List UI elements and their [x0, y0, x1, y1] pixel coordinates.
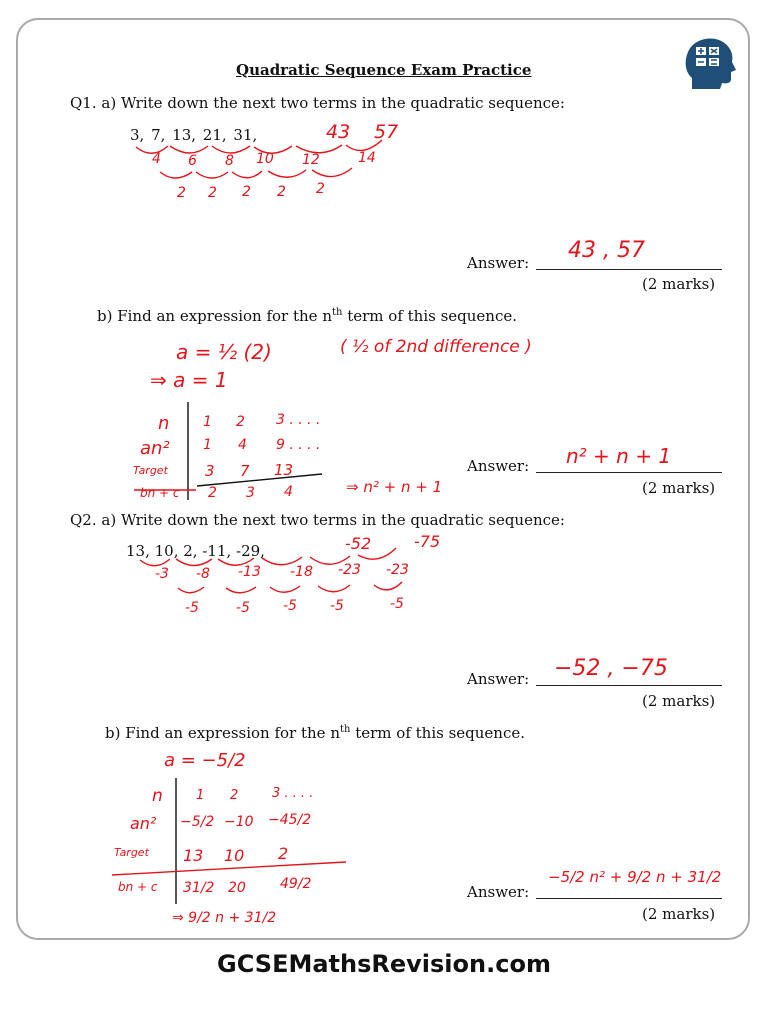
q2-b-question: b) Find an expression for the $n^{th}$ term of this sequence.	[105, 724, 526, 742]
q1-work-next-term: 43	[326, 121, 351, 143]
q2-b-answer: −5/2 n² + 9/2 n + 31/2	[548, 868, 722, 886]
q2-table-label-target: Target	[114, 846, 149, 859]
q2-work-diff1: -23	[338, 562, 361, 578]
q1-b-question: b) Find an expression for the $n^{th}$ term of this sequence.	[97, 307, 518, 325]
q2-work-diff2: -5	[283, 598, 297, 614]
q1-table-bnc: 4	[284, 484, 293, 500]
q2-work-diff1: -8	[196, 566, 210, 582]
q1-work-diff1: 10	[256, 151, 274, 167]
q2-a-answer: −52 , −75	[554, 656, 668, 681]
q1-a-question: Q1. a) Write down the next two terms in the quadratic sequence:	[70, 94, 565, 112]
q2-table-an2: −10	[224, 814, 254, 830]
q1-table-label-bnc: bn + c	[140, 486, 180, 500]
q2-table-label-an2: an²	[130, 814, 157, 833]
q2-work-diff2: -5	[236, 600, 250, 616]
q2-a-question: Q2. a) Write down the next two terms in the quadratic sequence:	[70, 511, 565, 529]
q1-table-target: 7	[240, 462, 250, 480]
q2-work-diff2: -5	[185, 600, 199, 616]
q2-work-diff1: -23	[386, 562, 409, 578]
q1-work-next-term: 57	[374, 121, 399, 143]
q1-a-marks: (2 marks)	[642, 275, 716, 293]
q1-table-target: 3	[205, 462, 215, 480]
q2-table-target: 2	[278, 844, 289, 863]
q1-work-diff2: 2	[208, 185, 217, 201]
q1-table-n: 2	[236, 414, 245, 430]
q2-work-diff2: -5	[390, 596, 404, 612]
q1-work-a-result: ⇒ a = 1	[150, 368, 228, 392]
q1-work-diff2: 2	[177, 185, 186, 201]
q2-table-bnc: 20	[228, 880, 246, 896]
q1-work-diff1: 14	[358, 150, 376, 166]
q1-table-target: 13	[274, 461, 294, 479]
q1-work-diff1: 12	[302, 152, 320, 168]
q2-table-target: 10	[224, 846, 245, 865]
q2-a-marks: (2 marks)	[642, 692, 716, 710]
q2-b-answer-label: Answer:	[467, 883, 530, 901]
q2-table-bnc: 31/2	[183, 880, 215, 896]
q1-work-diff1: 4	[152, 151, 161, 167]
q1-table-n: 1	[203, 414, 212, 430]
q2-table-n: 3 . . . .	[272, 786, 314, 801]
q2-work-next-term: -75	[414, 532, 441, 551]
q2-work-diff1: -18	[290, 564, 313, 580]
q1-work-diff2: 2	[316, 181, 325, 197]
q2-work-diff2: -5	[330, 598, 344, 614]
q1-table-bnc: 3	[246, 485, 255, 501]
q1-b-answer: n² + n + 1	[566, 444, 672, 468]
q1-b-marks: (2 marks)	[642, 479, 716, 497]
q1-work-diff1: 6	[188, 153, 197, 169]
q1-a-answer: 43 , 57	[568, 238, 645, 263]
q2-work-diff1: -13	[238, 564, 261, 580]
q1-a-answer-label: Answer:	[467, 254, 530, 272]
q1-sequence: 3, 7, 13, 21, 31,	[130, 126, 258, 144]
q2-work-a-line: a = −5/2	[164, 750, 246, 771]
q1-work-arrow: ⇒ n² + n + 1	[346, 478, 443, 496]
site-footer-logo: GCSEMathsRevision.com	[217, 950, 551, 978]
q1-table-label-target: Target	[133, 464, 168, 477]
q2-b-answer-line	[536, 898, 722, 899]
q2-b-marks: (2 marks)	[642, 905, 716, 923]
q2-work-next-term: -52	[345, 534, 372, 553]
q2-table-label-bnc: bn + c	[118, 880, 158, 894]
q1-table-an2: 9 . . . .	[276, 437, 321, 453]
q2-table-n: 2	[230, 788, 239, 803]
q1-table-bnc: 2	[208, 485, 217, 501]
q2-table-n: 1	[196, 788, 205, 803]
q2-table-an2: −5/2	[180, 814, 215, 830]
q1-table-n: 3 . . . .	[276, 412, 321, 428]
q2-a-answer-label: Answer:	[467, 670, 530, 688]
q2-table-target: 13	[183, 846, 204, 865]
q2-sequence: 13, 10, 2, -11, -29,	[126, 542, 265, 560]
q1-b-answer-label: Answer:	[467, 457, 530, 475]
q1-table-label-an2: an²	[140, 438, 170, 459]
q2-table-bnc: 49/2	[280, 876, 312, 892]
q2-table-an2: −45/2	[268, 812, 312, 828]
q2-table-label-n: n	[152, 786, 163, 806]
q1-table-an2: 4	[238, 437, 247, 453]
q1-work-diff2: 2	[242, 184, 251, 200]
q1-work-diff1: 8	[225, 153, 234, 169]
q2-work-arrow: ⇒ 9/2 n + 31/2	[172, 910, 277, 926]
q2-work-diff1: -3	[155, 566, 169, 582]
q1-table-an2: 1	[203, 437, 212, 453]
q1-work-note: ( ½ of 2nd difference )	[340, 337, 532, 357]
q1-work-a-line: a = ½ (2)	[176, 340, 272, 364]
q1-work-diff2: 2	[277, 184, 286, 200]
q1-table-label-n: n	[158, 413, 170, 434]
page-title: Quadratic Sequence Exam Practice	[236, 61, 532, 79]
